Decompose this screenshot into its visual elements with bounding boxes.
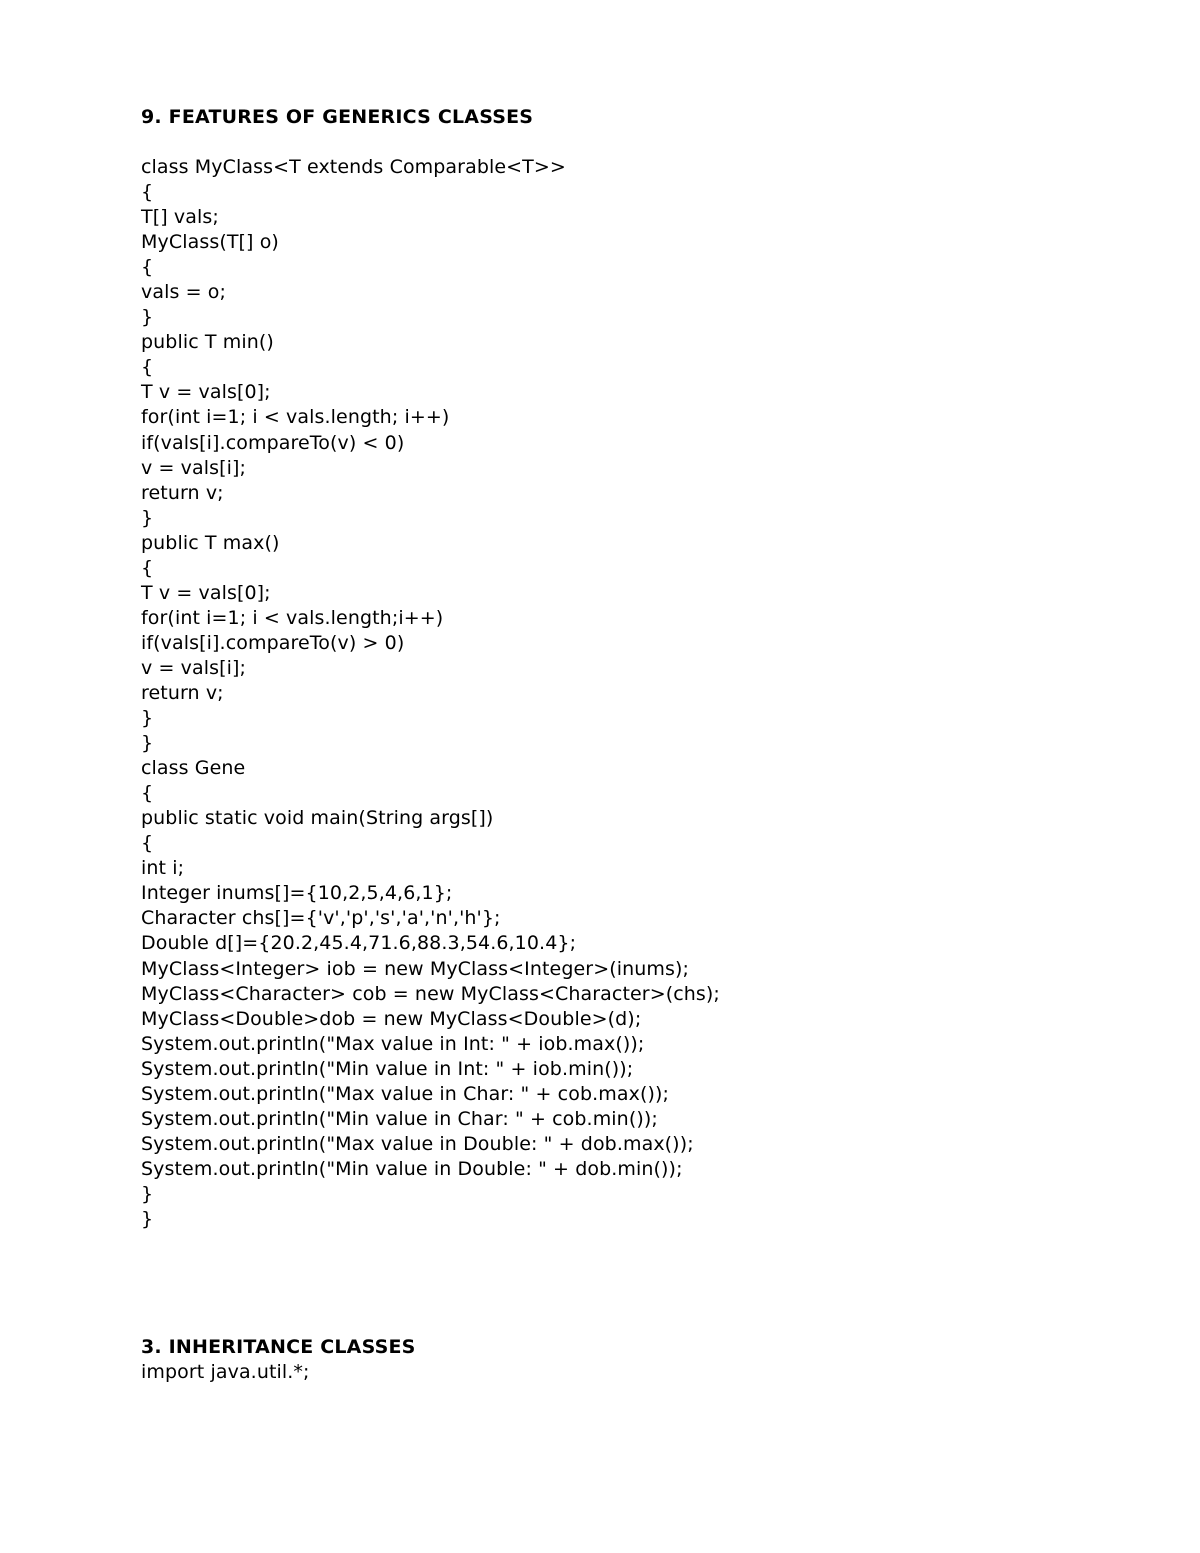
code-line: { (141, 556, 154, 579)
code-line: } (141, 707, 154, 730)
code-line: v = vals[i]; (141, 656, 247, 679)
code-line: System.out.println("Min value in Double: " + dob.min()); (141, 1157, 683, 1180)
code-line: for(int i=1; i < vals.length; i++) (141, 406, 450, 429)
code-line: for(int i=1; i < vals.length;i++) (141, 606, 444, 629)
code-line: { (141, 356, 154, 379)
section-inheritance (141, 1335, 1121, 1385)
code-line: Character chs[]={'v','p','s','a','n','h'}; (141, 907, 501, 930)
code-line: public static void main(String args[]) (141, 807, 494, 830)
code-line: T[] vals; (141, 206, 219, 229)
code-line: System.out.println("Max value in Char: " + cob.max()); (141, 1082, 669, 1105)
section-generics (141, 105, 1121, 1232)
code-line: System.out.println("Min value in Char: " + cob.min()); (141, 1107, 658, 1130)
code-line: System.out.println("Min value in Int: " + iob.min()); (141, 1057, 634, 1080)
code-line: T v = vals[0]; (141, 381, 271, 404)
code-line: MyClass<Character> cob = new MyClass<Character>(chs); (141, 982, 720, 1005)
code-line: return v; (141, 681, 224, 704)
code-line: if(vals[i].compareTo(v) > 0) (141, 631, 405, 654)
code-line: System.out.println("Max value in Double: " + dob.max()); (141, 1132, 694, 1155)
code-line: Integer inums[]={10,2,5,4,6,1}; (141, 882, 453, 905)
code-block-inheritance (141, 1360, 1121, 1385)
code-line: } (141, 1182, 154, 1205)
code-line: MyClass<Integer> iob = new MyClass<Integer>(inums); (141, 957, 690, 980)
code-block-generics (141, 155, 1121, 1232)
code-line: { (141, 256, 154, 279)
code-line: if(vals[i].compareTo(v) < 0) (141, 431, 405, 454)
code-line: import java.util.*; (141, 1361, 310, 1383)
code-line: { (141, 181, 154, 204)
code-line: System.out.println("Max value in Int: " + iob.max()); (141, 1032, 645, 1055)
code-line: Double d[]={20.2,45.4,71.6,88.3,54.6,10.4}; (141, 932, 577, 955)
code-line: } (141, 306, 154, 329)
code-line: vals = o; (141, 281, 226, 304)
code-line: { (141, 832, 154, 855)
code-line: { (141, 782, 154, 805)
section-heading-inheritance: 3. INHERITANCE CLASSES (141, 1336, 416, 1358)
code-line: } (141, 1207, 154, 1230)
code-line: } (141, 506, 154, 529)
code-line: MyClass(T[] o) (141, 231, 279, 254)
code-line: public T max() (141, 531, 280, 554)
code-line: int i; (141, 857, 185, 880)
code-line: v = vals[i]; (141, 456, 247, 479)
code-line: } (141, 732, 154, 755)
section-heading-generics: 9. FEATURES OF GENERICS CLASSES (141, 106, 534, 128)
code-line: return v; (141, 481, 224, 504)
code-line: MyClass<Double>dob = new MyClass<Double>(d); (141, 1007, 642, 1030)
code-line: class Gene (141, 757, 246, 780)
code-line: T v = vals[0]; (141, 581, 271, 604)
code-line: class MyClass<T extends Comparable<T>> (141, 156, 566, 178)
code-line: public T min() (141, 331, 274, 354)
